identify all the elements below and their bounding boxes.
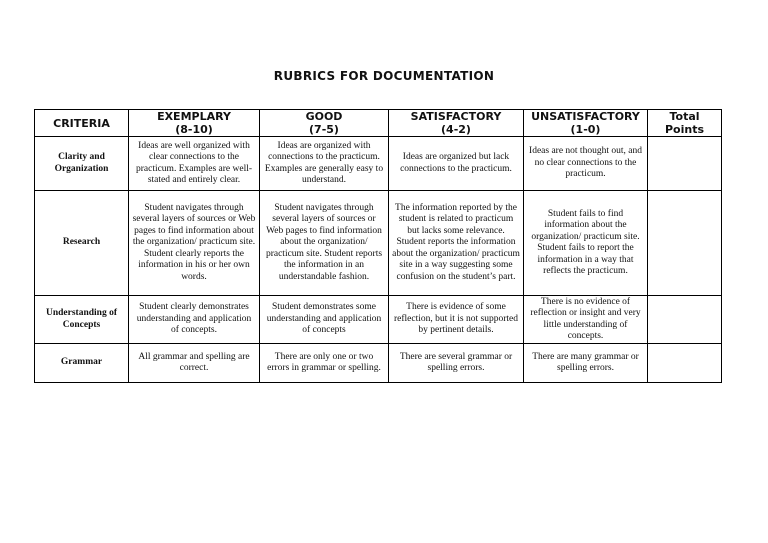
unsatisfactory-cell: There are many grammar or spelling errors. [524,344,648,383]
table-row [35,296,722,344]
header-satisfactory: SATISFACTORY (4-2) [389,110,524,137]
table-row [35,344,722,383]
total-points-cell [648,191,722,296]
good-cell: Student demonstrates some understanding and application of concepts [260,296,389,344]
header-row [35,110,722,137]
header-good: GOOD (7-5) [260,110,389,137]
satisfactory-cell: The information reported by the student is related to practicum but lacks some relevance. Student reports the information about the organization/ practicum site in a way suggesting some confusion on the student’s part. [389,191,524,296]
criteria-cell: Understanding of Concepts [35,296,129,344]
satisfactory-cell: Ideas are organized but lack connections to the practicum. [389,137,524,191]
total-points-cell [648,296,722,344]
rubric-table [34,109,722,383]
header-exemplary: EXEMPLARY (8-10) [129,110,260,137]
header-unsatisfactory: UNSATISFACTORY (1-0) [524,110,648,137]
unsatisfactory-cell: There is no evidence of reflection or insight and very little understanding of concepts. [524,296,648,344]
total-points-cell [648,344,722,383]
criteria-cell: Clarity and Organization [35,137,129,191]
satisfactory-cell: There are several grammar or spelling errors. [389,344,524,383]
exemplary-cell: Student clearly demonstrates understanding and application of concepts. [129,296,260,344]
unsatisfactory-cell: Student fails to find information about the organization/ practicum site. Student fails to report the information in a way that reflects the practicum. [524,191,648,296]
table-row [35,191,722,296]
header-criteria: CRITERIA [35,110,129,137]
page-title: RUBRICS FOR DOCUMENTATION [273,69,495,83]
table-row [35,137,722,191]
good-cell: Ideas are organized with connections to the practicum. Examples are generally easy to understand. [260,137,389,191]
total-points-cell [648,137,722,191]
exemplary-cell: Student navigates through several layers of sources or Web pages to find information about the organization/ practicum site. Student clearly reports the information in his or her own words. [129,191,260,296]
unsatisfactory-cell: Ideas are not thought out, and no clear connections to the practicum. [524,137,648,191]
criteria-cell: Research [35,191,129,296]
header-total-points: Total Points [648,110,722,137]
good-cell: There are only one or two errors in grammar or spelling. [260,344,389,383]
good-cell: Student navigates through several layers of sources or Web pages to find information about the organization/ practicum site. Student reports the information in an understandable fashion. [260,191,389,296]
criteria-cell: Grammar [35,344,129,383]
exemplary-cell: Ideas are well organized with clear connections to the practicum. Examples are well-stated and entirely clear. [129,137,260,191]
satisfactory-cell: There is evidence of some reflection, but it is not supported by pertinent details. [389,296,524,344]
exemplary-cell: All grammar and spelling are correct. [129,344,260,383]
